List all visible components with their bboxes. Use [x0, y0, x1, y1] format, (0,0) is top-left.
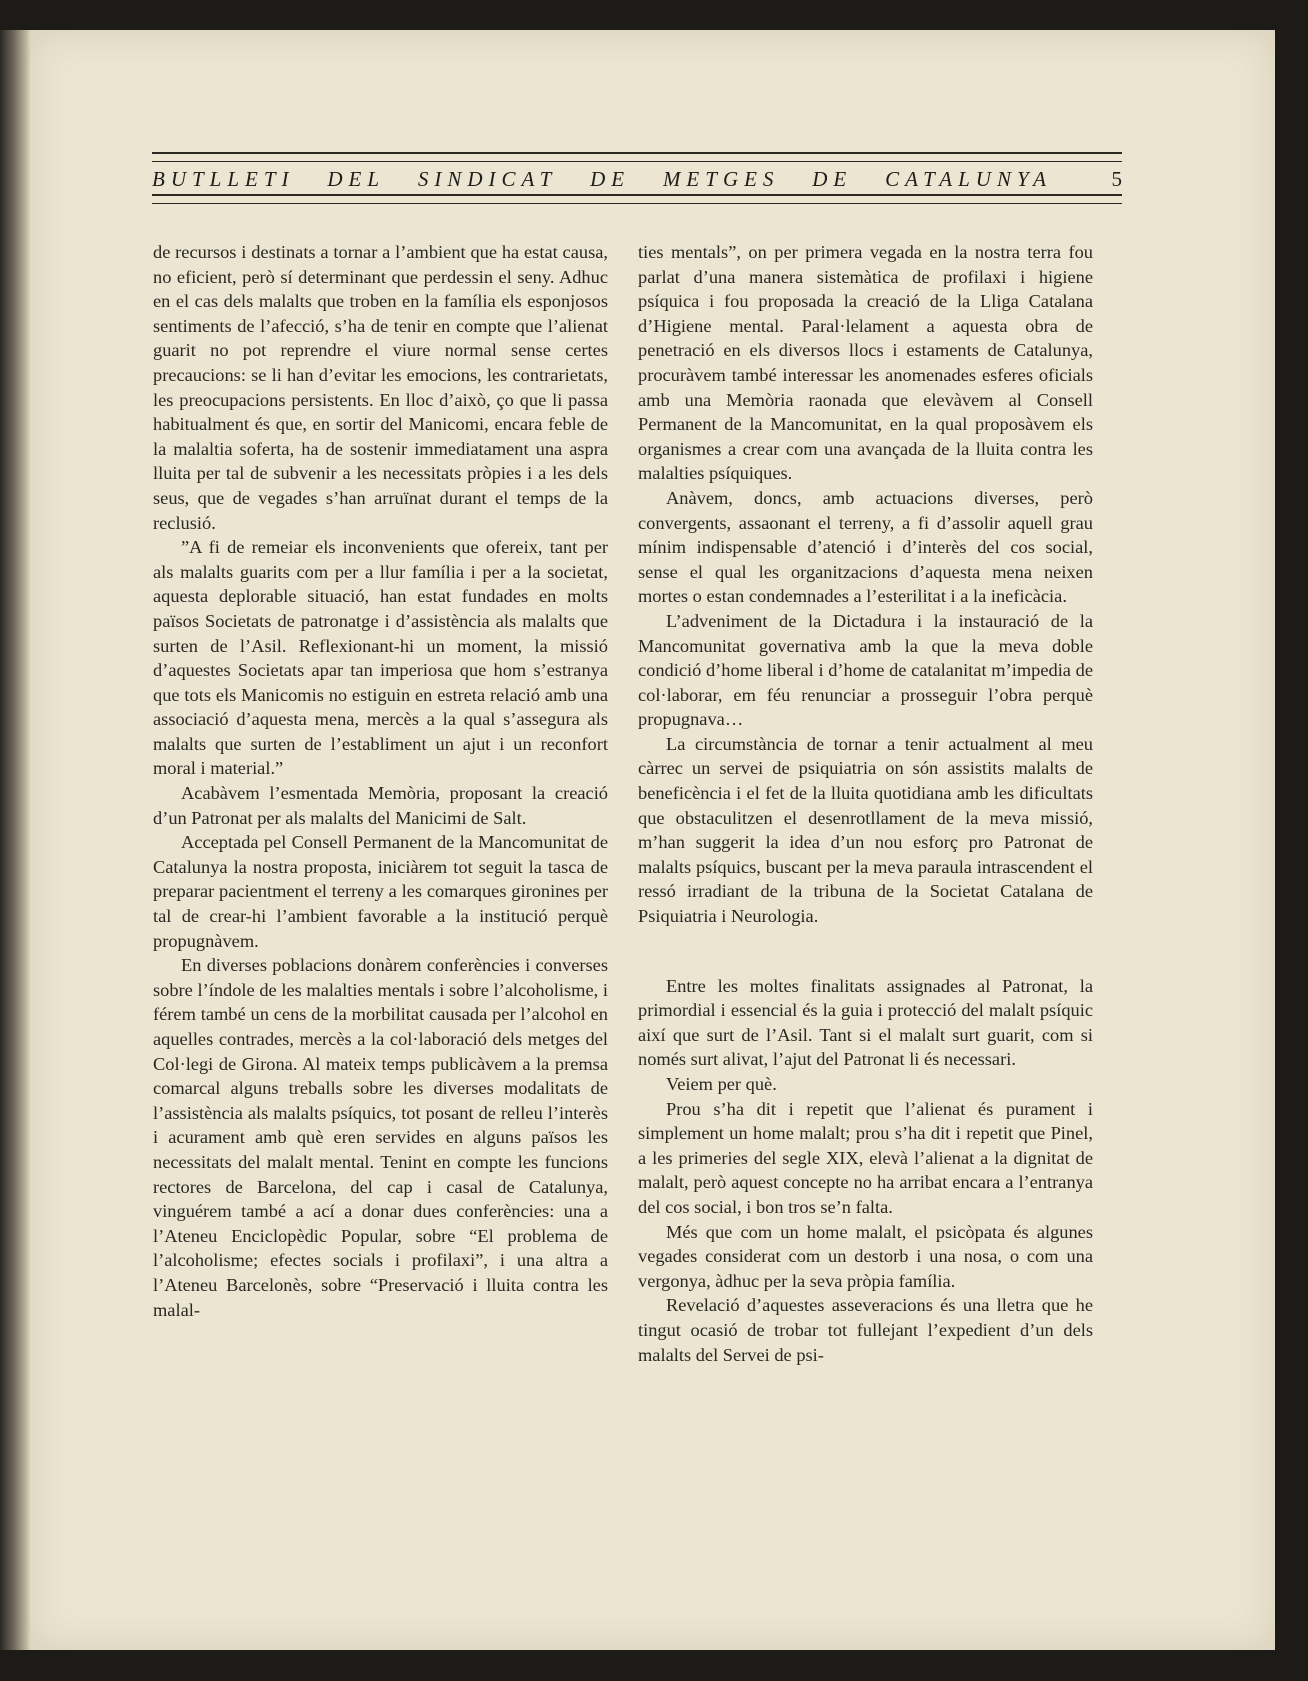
paragraph: Prou s’ha dit i repetit que l’alienat és purament i simplement un home malalt; prou s’ha dit i repetit que Pinel, a les primeries del segle XIX, elevà l’alienat a la dignitat de malalt, però aquest concepte no ha arribat encara a l’entranya del cos social, i bon tros se’n falta.	[638, 1098, 1093, 1217]
paragraph: La circumstància de tornar a tenir actualment al meu càrrec un servei de psiquiatria on són assistits malalts de beneficència i el fet de la lluita quotidiana amb les dificultats que obstaculitzen el desenrotllament de la meva missió, m’han suggerit la idea d’un nou esforç pro Patronat de malalts psíquics, buscant per la meva paraula intrascendent el ressó irradiant de la tribuna de la Societat Catalana de Psiquiatria i Neurologia.	[638, 733, 1093, 927]
title-word: SINDICAT	[417, 166, 558, 191]
paragraph: ”A fi de remeiar els inconvenients que ofereix, tant per als malalts guarits com per a llur família i per a la societat, aquesta deplorable situació, han estat fundades en molts països Societats de patronatge i d’assistència als malalts que surten de l’Asil. Reflexionant-hi un moment, la missió d’aquestes Societats apar tan imperiosa que hom s’estranya que tots els Manicomis no estiguin en estreta relació amb una associació d’aquesta mena, mercès a la qual s’assegura als malalts que surten de l’establiment un ajut i un reconfort moral i material.”	[153, 537, 608, 779]
paragraph: L’adveniment de la Dictadura i la instauració de la Mancomunitat governativa amb la que la meva doble condició d’home liberal i d’home de catalanitat m’impedia de col·laborar, em féu renunciar a prosseguir l’obra perquè propugnava…	[638, 610, 1093, 730]
header-row	[152, 166, 1122, 192]
paragraph: ties mentals”, on per primera vegada en la nostra terra fou parlat d’una manera sistemàtica de profilaxi i higiene psíquica i fou proposada la creació de la Lliga Catalana d’Higiene mental. Paral·lelament a aquesta obra de penetració en els diversos llocs i estaments de Catalunya, procuràvem també interessar les anomenades esferes oficials amb una Memòria raonada que elevàvem al Consell Permanent de la Mancomunitat, en la qual proposàvem els organismes a crear com una avançada de la lluita contra les malalties psíquiques.	[638, 242, 1093, 484]
paragraph: Veiem per què.	[666, 1074, 777, 1094]
title-word: CATALUNYA	[885, 166, 1052, 191]
journal-title	[152, 167, 1102, 192]
paragraph: Acabàvem l’esmentada Memòria, proposant la creació d’un Patronat per als malalts del Manicimi de Salt.	[153, 783, 608, 828]
paragraph: Entre les moltes finalitats assignades al Patronat, la primordial i essencial és la guia i protecció del malalt psíquic així que surt de l’Asil. Tant si el malalt surt guarit, com si només surt alivat, l’ajut del Patronat li és necessari.	[638, 975, 1093, 1070]
header-rule-bottom	[152, 194, 1122, 204]
title-word: DE	[590, 166, 631, 191]
scanned-page	[30, 30, 1275, 1650]
header-rule-top	[152, 152, 1122, 162]
paragraph: En diverses poblacions donàrem conferències i converses sobre l’índole de les malalties mentals i sobre l’alcoholisme, i férem també un cens de la morbilitat causada per l’alcohol en aquelles contrades, mercès a la col·laboració dels metges del Col·legi de Girona. Al mateix temps publicàvem a la premsa comarcal alguns treballs sobre les diverses modalitats de l’assistència als malalts psíquics, tot posant de relleu l’interès i acurament amb què eren servides en alguns països les necessitats del malalt mental. Tenint en compte les funcions rectores de Barcelona, del cap i casal de Catalunya, vinguérem també a ací a donar dues conferències: una a l’Ateneu Enciclopèdic Popular, sobre “El problema de l’alcoholisme; efectes socials i profilaxi”, i una altra a l’Ateneu Barcelonès, sobre “Preservació i lluita contra les malal-	[153, 955, 608, 1320]
paragraph: Revelació d’aquestes asseveracions és una lletra que he tingut ocasió de trobar tot fullejant l’expedient d’un dels malalts del Servei de psi-	[638, 1295, 1093, 1365]
right-column	[638, 240, 1093, 1367]
title-word: DEL	[327, 166, 386, 191]
paragraph: Anàvem, doncs, amb actuacions diverses, però convergents, assaonant el terreny, a fi d’assolir aquell grau mínim indispensable d’atenció i d’interès del cos social, sense el qual les organitzacions d’aquesta mena neixen mortes o estan condemnades a l’esterilitat i a la ineficàcia.	[638, 487, 1093, 607]
page-number: 5	[1111, 166, 1122, 191]
book-spine	[0, 30, 30, 1650]
left-column	[153, 240, 608, 1322]
title-word: DE	[812, 166, 853, 191]
title-word: BUTLLETI	[152, 166, 295, 191]
section-gap	[638, 929, 1093, 974]
paragraph: de recursos i destinats a tornar a l’ambient que ha estat causa, no eficient, però sí determinant que perdessin el seny. Adhuc en el cas dels malalts que troben en la família els esponjosos sentiments de l’afecció, s’ha de tenir en compte que l’alienat guarit no pot reprendre el viure normal sense certes precaucions: se li han d’evitar les emocions, les contrarietats, les preocupacions persistents. En lloc d’això, ço que li passa habitualment és que, en sortir del Manicomi, encara feble de la malaltia soferta, ha de sostenir immediatament una aspra lluita per tal de subvenir a les necessitats pròpies i a les dels seus, que de vegades s’han arruïnat durant el temps de la reclusió.	[153, 242, 608, 533]
paragraph: Més que com un home malalt, el psicòpata és algunes vegades considerat com un destorb i una nosa, o com una vergonya, àdhuc per la seva pròpia família.	[638, 1221, 1093, 1291]
paragraph: Acceptada pel Consell Permanent de la Mancomunitat de Catalunya la nostra proposta, iniciàrem tot seguit la tasca de preparar pacientment el terreny a les comarques gironines per tal de crear-hi l’ambient favorable a la institució perquè propugnàvem.	[153, 832, 608, 951]
title-word: METGES	[662, 166, 780, 191]
